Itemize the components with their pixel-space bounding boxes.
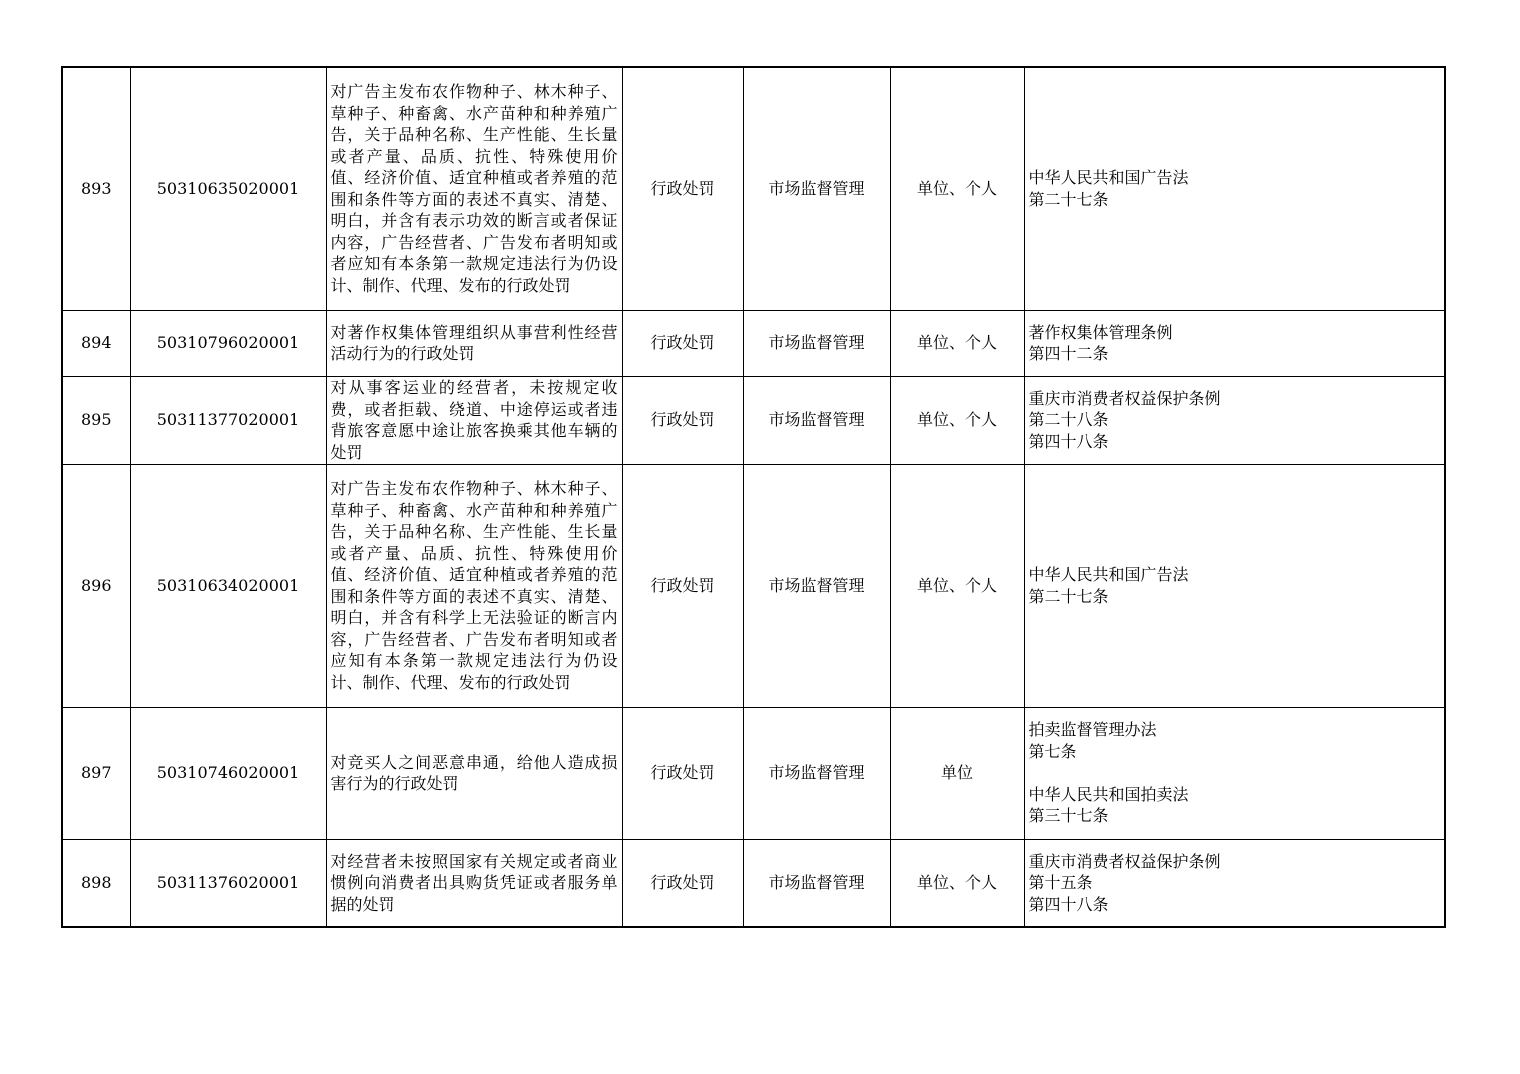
item-department: 市场监督管理: [743, 376, 890, 464]
item-description: 对广告主发布农作物种子、林木种子、草种子、种畜禽、水产苗种和种养殖广告，关于品种名称、生产性能、生长量或者产量、品质、抗性、特殊使用价值、经济价值、适宜种植或者养殖的范围和条件等方面的表述不真实、清楚、明白，并含有表示功效的断言或者保证内容，广告经营者、广告发布者明知或者应知有本条第一款规定违法行为仍设计、制作、代理、发布的行政处罚: [326, 67, 622, 310]
legal-basis-line: 第七条: [1028, 741, 1077, 761]
legal-basis-line: 第四十八条: [1028, 894, 1109, 914]
item-subject: 单位: [890, 707, 1024, 839]
item-code: 50310746020001: [130, 707, 326, 839]
item-subject: 单位、个人: [890, 376, 1024, 464]
row-number: 898: [62, 839, 130, 927]
item-type: 行政处罚: [622, 67, 743, 310]
table-row: [62, 376, 1445, 464]
item-department: 市场监督管理: [743, 464, 890, 707]
item-subject: 单位、个人: [890, 464, 1024, 707]
table-row: [62, 464, 1445, 707]
item-department: 市场监督管理: [743, 67, 890, 310]
table-row: [62, 310, 1445, 376]
legal-basis-line: 拍卖监督管理办法: [1028, 720, 1157, 740]
item-subject: 单位、个人: [890, 310, 1024, 376]
penalty-table: [61, 66, 1446, 928]
item-description: 对著作权集体管理组织从事营利性经营活动行为的行政处罚: [326, 310, 622, 376]
legal-basis-spacer: [1029, 762, 1441, 784]
legal-basis-line: 中华人民共和国广告法: [1028, 565, 1189, 584]
legal-basis-line: 著作权集体管理条例: [1028, 322, 1173, 342]
table-body: [62, 67, 1445, 927]
legal-basis-line: 第三十七条: [1028, 806, 1109, 826]
item-type: 行政处罚: [622, 310, 743, 376]
item-legal-basis: [1024, 310, 1445, 376]
row-number: 895: [62, 376, 130, 464]
item-type: 行政处罚: [622, 376, 743, 464]
item-description: 对竞买人之间恶意串通，给他人造成损害行为的行政处罚: [326, 707, 622, 839]
item-legal-basis: [1024, 839, 1445, 927]
item-department: 市场监督管理: [743, 839, 890, 927]
item-legal-basis: [1024, 707, 1445, 839]
item-description: 对广告主发布农作物种子、林木种子、草种子、种畜禽、水产苗种和种养殖广告，关于品种名称、生产性能、生长量或者产量、品质、抗性、特殊使用价值、经济价值、适宜种植或者养殖的范围和条件等方面的表述不真实、清楚、明白，并含有科学上无法验证的断言内容，广告经营者、广告发布者明知或者应知有本条第一款规定违法行为仍设计、制作、代理、发布的行政处罚: [326, 464, 622, 707]
table-row: [62, 707, 1445, 839]
item-code: 50311376020001: [130, 839, 326, 927]
item-legal-basis: [1024, 67, 1445, 310]
legal-basis-line: 中华人民共和国广告法: [1028, 168, 1189, 188]
table-row: [62, 839, 1445, 927]
item-type: 行政处罚: [622, 839, 743, 927]
item-subject: 单位、个人: [890, 839, 1024, 927]
item-subject: 单位、个人: [890, 67, 1024, 310]
item-description: 对经营者未按照国家有关规定或者商业惯例向消费者出具购货凭证或者服务单据的处罚: [326, 839, 622, 927]
legal-basis-line: 重庆市消费者权益保护条例: [1028, 851, 1221, 871]
legal-basis-line: 第二十七条: [1028, 586, 1109, 606]
legal-basis-line: 第十五条: [1028, 873, 1093, 892]
legal-basis-line: 中华人民共和国拍卖法: [1028, 784, 1189, 804]
table-row: [62, 67, 1445, 310]
item-type: 行政处罚: [622, 707, 743, 839]
item-department: 市场监督管理: [743, 310, 890, 376]
item-description: 对从事客运业的经营者，未按规定收费，或者拒载、绕道、中途停运或者违背旅客意愿中途让旅客换乘其他车辆的处罚: [326, 376, 622, 464]
row-number: 897: [62, 707, 130, 839]
legal-basis-line: 第四十二条: [1028, 344, 1109, 363]
row-number: 893: [62, 67, 130, 310]
row-number: 894: [62, 310, 130, 376]
item-legal-basis: [1024, 464, 1445, 707]
item-legal-basis: [1024, 376, 1445, 464]
item-code: 50310796020001: [130, 310, 326, 376]
legal-basis-line: 第四十八条: [1028, 431, 1109, 451]
legal-basis-line: 第二十八条: [1028, 410, 1109, 430]
item-department: 市场监督管理: [743, 707, 890, 839]
row-number: 896: [62, 464, 130, 707]
item-type: 行政处罚: [622, 464, 743, 707]
legal-basis-line: 第二十七条: [1028, 189, 1109, 209]
item-code: 50310635020001: [130, 67, 326, 310]
item-code: 50311377020001: [130, 376, 326, 464]
item-code: 50310634020001: [130, 464, 326, 707]
legal-basis-line: 重庆市消费者权益保护条例: [1028, 388, 1221, 408]
